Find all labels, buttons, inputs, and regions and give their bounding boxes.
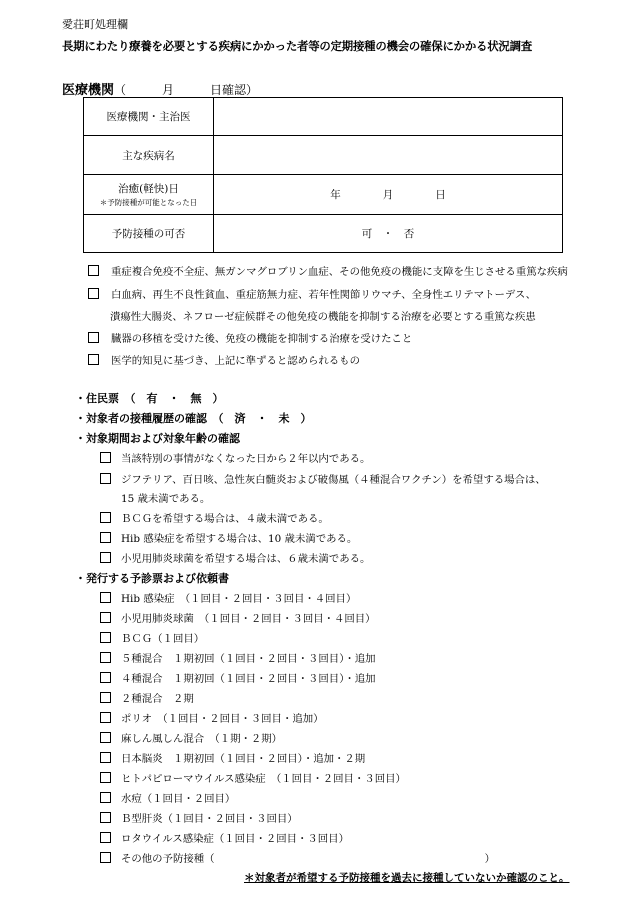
period-text: 15 歳未満である。 [121,493,211,505]
vaccine-text: 麻しん風しん混合 （１期・２期） [121,733,283,745]
vaccine-item [100,750,365,765]
vaccine-text: その他の予防接種（ ） [121,853,496,865]
period-item [100,471,546,486]
checkbox[interactable] [100,752,111,763]
vaccine-text: ＢＣＧ（１回目） [121,633,205,645]
vaccine-text: ２種混合 ２期 [121,693,194,705]
recovery-date-field[interactable]: 年 月 日 [214,175,563,215]
medical-info-table [83,97,563,253]
table-row [84,136,563,175]
disease-text: 医学的知見に基づき、上記に準ずると認められるもの [111,355,360,367]
checkbox[interactable] [100,832,111,843]
vaccination-possible-field[interactable]: 可 ・ 否 [214,215,563,253]
table-label: 医療機関・主治医 [84,98,214,136]
checkbox[interactable] [100,652,111,663]
vaccine-item [100,810,298,825]
disease-text: 重症複合免疫不全症、無ガンマグロブリン血症、その他免疫の機能に支障を生じさせる重篤な疾病 [111,266,568,278]
vaccine-item [100,690,194,705]
vaccine-item [100,770,406,785]
vaccine-text: 小児用肺炎球菌 （１回目・２回目・３回目・４回目） [121,613,376,625]
vaccine-text: 日本脳炎 １期初回（１回目・２回目）・追加・２期 [121,753,366,765]
vaccine-text: 水痘（１回目・２回目） [121,793,236,805]
checkbox[interactable] [100,632,111,643]
disease-text: 臓器の移植を受けた後、免疫の機能を抑制する治療を受けたこと [111,333,413,345]
vaccine-item [100,650,376,665]
residence-check: ・住民票 （ 有 ・ 無 ） [75,392,224,405]
checkbox[interactable] [100,532,111,543]
table-label: 主な疾病名 [84,136,214,175]
period-text: 当該特別の事情がなくなった日から２年以内である。 [121,453,371,465]
period-text: ジフテリア、百日咳、急性灰白髄炎および破傷風（４種混合ワクチン）を希望する場合は、 [121,474,546,486]
vaccine-text: ５種混合 １期初回（１回目・２回目・３回目）・追加 [121,653,376,665]
confirm-date-text: （ 月 日確認） [114,83,259,97]
checkbox[interactable] [100,772,111,783]
checkbox[interactable] [100,552,111,563]
vaccine-item [100,710,324,725]
vaccine-item [100,730,282,745]
disease-item [88,286,536,301]
checkbox[interactable] [88,265,99,276]
checkbox[interactable] [100,473,111,484]
office-use-label: 愛荘町処理欄 [62,18,128,31]
disease-item [88,352,360,367]
vaccine-text: ヒトパピローマウイルス感染症 （１回目・２回目・３回目） [121,773,406,785]
period-item [100,550,370,565]
disease-item-continued [110,308,536,323]
vaccine-item [100,610,376,625]
checkbox[interactable] [100,792,111,803]
table-label: 予防接種の可否 [84,215,214,253]
table-row [84,175,563,215]
checkbox[interactable] [100,852,111,863]
checkbox[interactable] [100,692,111,703]
medical-heading-label: 医療機関 [62,83,115,98]
vaccine-item [100,590,356,605]
period-item [100,530,357,545]
table-row [84,215,563,253]
period-text: 小児用肺炎球菌を希望する場合は、６歳未満である。 [121,553,371,565]
doctor-field[interactable] [214,98,563,136]
footer-note: ＊対象者が希望する予防接種を過去に接種していないか確認のこと。 [244,872,570,884]
period-item-continued [121,490,210,505]
vaccine-heading: ・発行する予診票および依頼書 [75,572,229,585]
checkbox[interactable] [100,452,111,463]
checkbox[interactable] [100,812,111,823]
vaccine-text: ポリオ （１回目・２回目・３回目・追加） [121,713,324,725]
disease-item [88,263,568,278]
disease-item [88,330,412,345]
period-item [100,450,370,465]
vaccine-text: Hib 感染症 （１回目・２回目・３回目・４回目） [121,593,357,605]
vaccine-item [100,630,204,645]
table-label [84,175,214,215]
period-heading: ・対象期間および対象年齢の確認 [75,432,240,445]
recovery-date-sublabel: ＊予防接種が可能となった日 [99,198,198,207]
disease-name-field[interactable] [214,136,563,175]
vaccine-item [100,670,376,685]
checkbox[interactable] [100,612,111,623]
vaccine-text: Ｂ型肝炎（１回目・２回目・３回目） [121,813,298,825]
vaccine-item [100,850,495,865]
vaccine-text: ４種混合 １期初回（１回目・２回目・３回目）・追加 [121,673,376,685]
vaccine-item [100,830,349,845]
checkbox[interactable] [100,592,111,603]
period-text: ＢＣＧを希望する場合は、４歳未満である。 [121,513,329,525]
checkbox[interactable] [88,354,99,365]
checkbox[interactable] [100,512,111,523]
disease-text: 白血病、再生不良性貧血、重症筋無力症、若年性関節リウマチ、全身性エリテマトーデス、 [111,289,536,301]
period-item [100,510,329,525]
page-title: 長期にわたり療養を必要とする疾病にかかった者等の定期接種の機会の確保にかかる状況調査 [62,39,533,53]
disease-text: 潰瘍性大腸炎、ネフローゼ症候群その他免疫の機能を抑制する治療を必要とする重篤な疾患 [110,311,536,323]
vaccine-text: ロタウイルス感染症（１回目・２回目・３回目） [121,833,349,845]
checkbox[interactable] [88,332,99,343]
checkbox[interactable] [100,672,111,683]
vaccine-item [100,790,235,805]
recovery-date-label: 治癒(軽快)日 [118,183,179,195]
history-check: ・対象者の接種履歴の確認 （ 済 ・ 未 ） [75,412,312,425]
period-text: Hib 感染症を希望する場合は、10 歳未満である。 [121,533,358,545]
checkbox[interactable] [88,288,99,299]
table-row [84,98,563,136]
checkbox[interactable] [100,712,111,723]
medical-section-heading [62,79,258,98]
checkbox[interactable] [100,732,111,743]
